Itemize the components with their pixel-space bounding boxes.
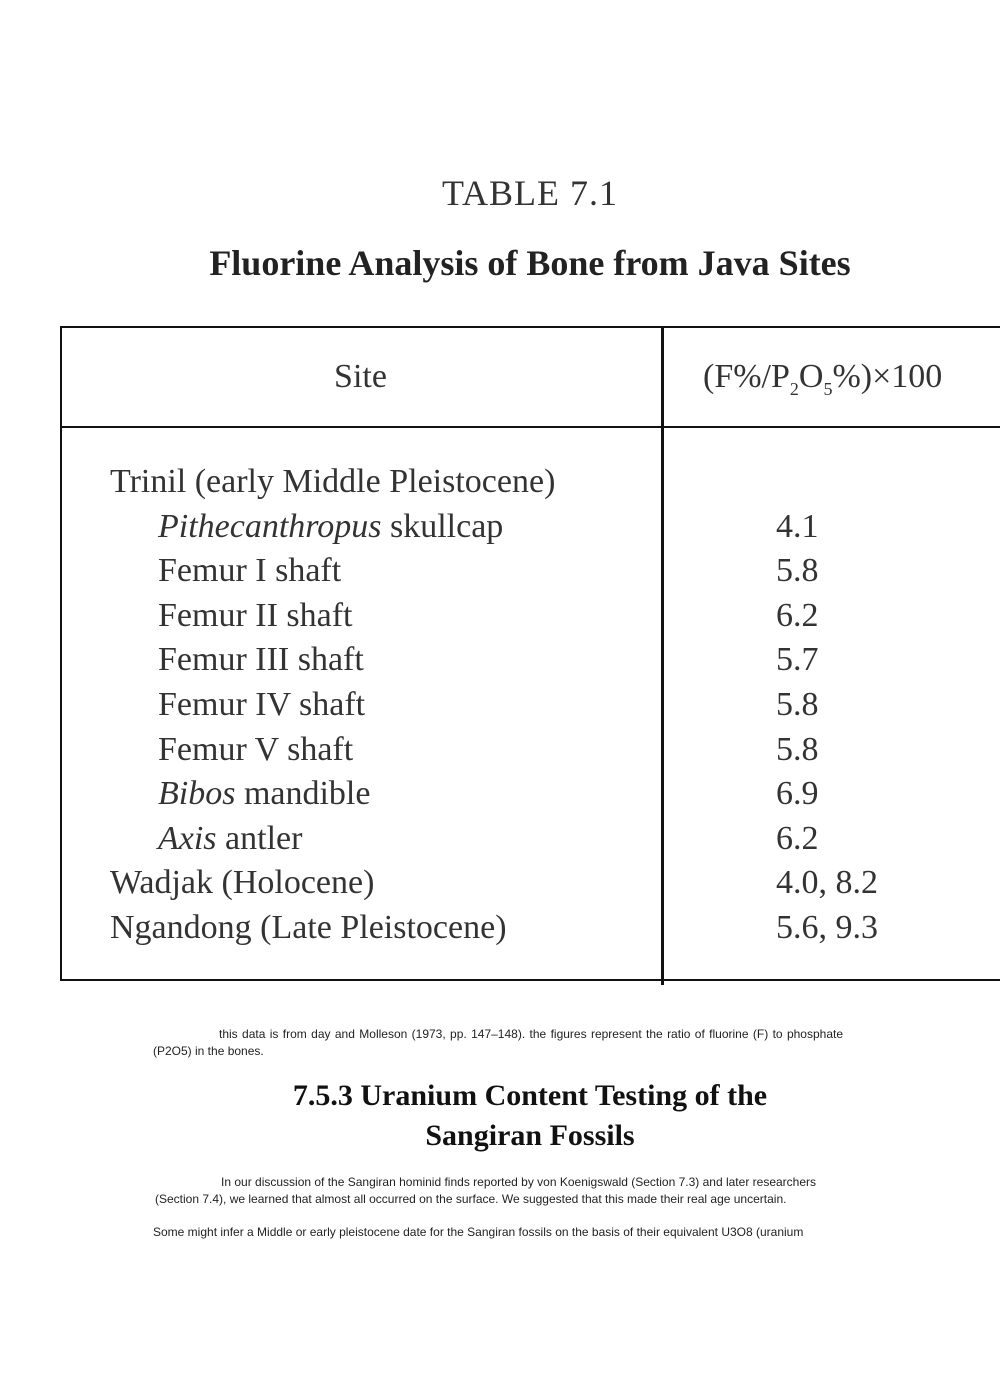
header-rule xyxy=(60,426,1000,428)
site-cell: Ngandong (Late Pleistocene) xyxy=(110,908,507,946)
value-cell: 4.1 xyxy=(776,507,819,545)
site-cell: Trinil (early Middle Pleistocene) xyxy=(110,463,556,500)
site-cell: Femur II shaft xyxy=(158,596,353,634)
section-heading-line-1: 7.5.3 Uranium Content Testing of the xyxy=(292,1079,768,1112)
value-cell: 5.8 xyxy=(776,685,819,723)
table-row xyxy=(0,728,1000,773)
value-cell: 5.6, 9.3 xyxy=(776,908,878,946)
section-heading xyxy=(0,1076,1000,1156)
site-cell xyxy=(158,817,302,861)
table-row xyxy=(0,460,1000,505)
column-header-ratio xyxy=(703,358,942,400)
table-row xyxy=(0,861,1000,906)
site-cell: Femur III shaft xyxy=(158,641,364,679)
value-cell: 6.2 xyxy=(776,819,819,857)
column-header-site: Site xyxy=(334,358,387,395)
table-row xyxy=(0,817,1000,862)
value-cell: 4.0, 8.2 xyxy=(776,864,878,902)
site-cell xyxy=(158,772,370,816)
ratio-subscript-p: 2 xyxy=(789,378,799,399)
taxon-name: Bibos xyxy=(158,775,236,813)
table-title: Fluorine Analysis of Bone from Java Sites xyxy=(209,243,851,283)
site-cell: Femur IV shaft xyxy=(158,685,366,723)
table-row xyxy=(0,906,1000,951)
body-paragraph: In our discussion of the Sangiran hominid finds reported by von Koenigswald (Section 7.3) and later researchers (Section 7.4), we learned that almost all occurred on the surface. We suggested that this made their real age uncertain. xyxy=(155,1175,817,1206)
taxon-name: Axis xyxy=(158,819,217,857)
specimen-name: antler xyxy=(216,819,303,857)
ratio-prefix: (F%/P xyxy=(703,358,790,395)
site-cell: Wadjak (Holocene) xyxy=(110,864,375,902)
site-cell: Femur I shaft xyxy=(158,552,342,590)
value-cell: 6.9 xyxy=(776,775,819,813)
table-row xyxy=(0,549,1000,594)
body-paragraph: Some might infer a Middle or early pleistocene date for the Sangiran fossils on the basis of their equivalent U3O8 (uranium xyxy=(153,1225,804,1239)
value-cell: 5.7 xyxy=(776,641,819,679)
specimen-name: mandible xyxy=(235,775,371,813)
table-row xyxy=(0,638,1000,683)
table-body xyxy=(0,460,1000,951)
site-cell xyxy=(158,505,503,549)
taxon-name: Pithecanthropus xyxy=(158,507,382,545)
table-row xyxy=(0,594,1000,639)
section-heading-line-2: Sangiran Fossils xyxy=(425,1119,635,1152)
table-row xyxy=(0,505,1000,550)
table-row xyxy=(0,772,1000,817)
value-cell: 6.2 xyxy=(776,596,819,634)
table-label: TABLE 7.1 xyxy=(441,173,619,213)
specimen-name: skullcap xyxy=(381,507,504,545)
ratio-subscript-o: 5 xyxy=(823,378,833,399)
table-row xyxy=(0,683,1000,728)
ratio-suffix: %)×100 xyxy=(832,358,943,395)
site-cell: Femur V shaft xyxy=(158,730,354,768)
table-source-note: this data is from day and Molleson (1973, pp. 147–148). the figures represent the ratio of fluorine (F) to phosphate (P2O5) in the bones. xyxy=(153,1027,843,1058)
ratio-mid: O xyxy=(798,358,824,395)
value-cell: 5.8 xyxy=(776,552,819,590)
value-cell: 5.8 xyxy=(776,730,819,768)
